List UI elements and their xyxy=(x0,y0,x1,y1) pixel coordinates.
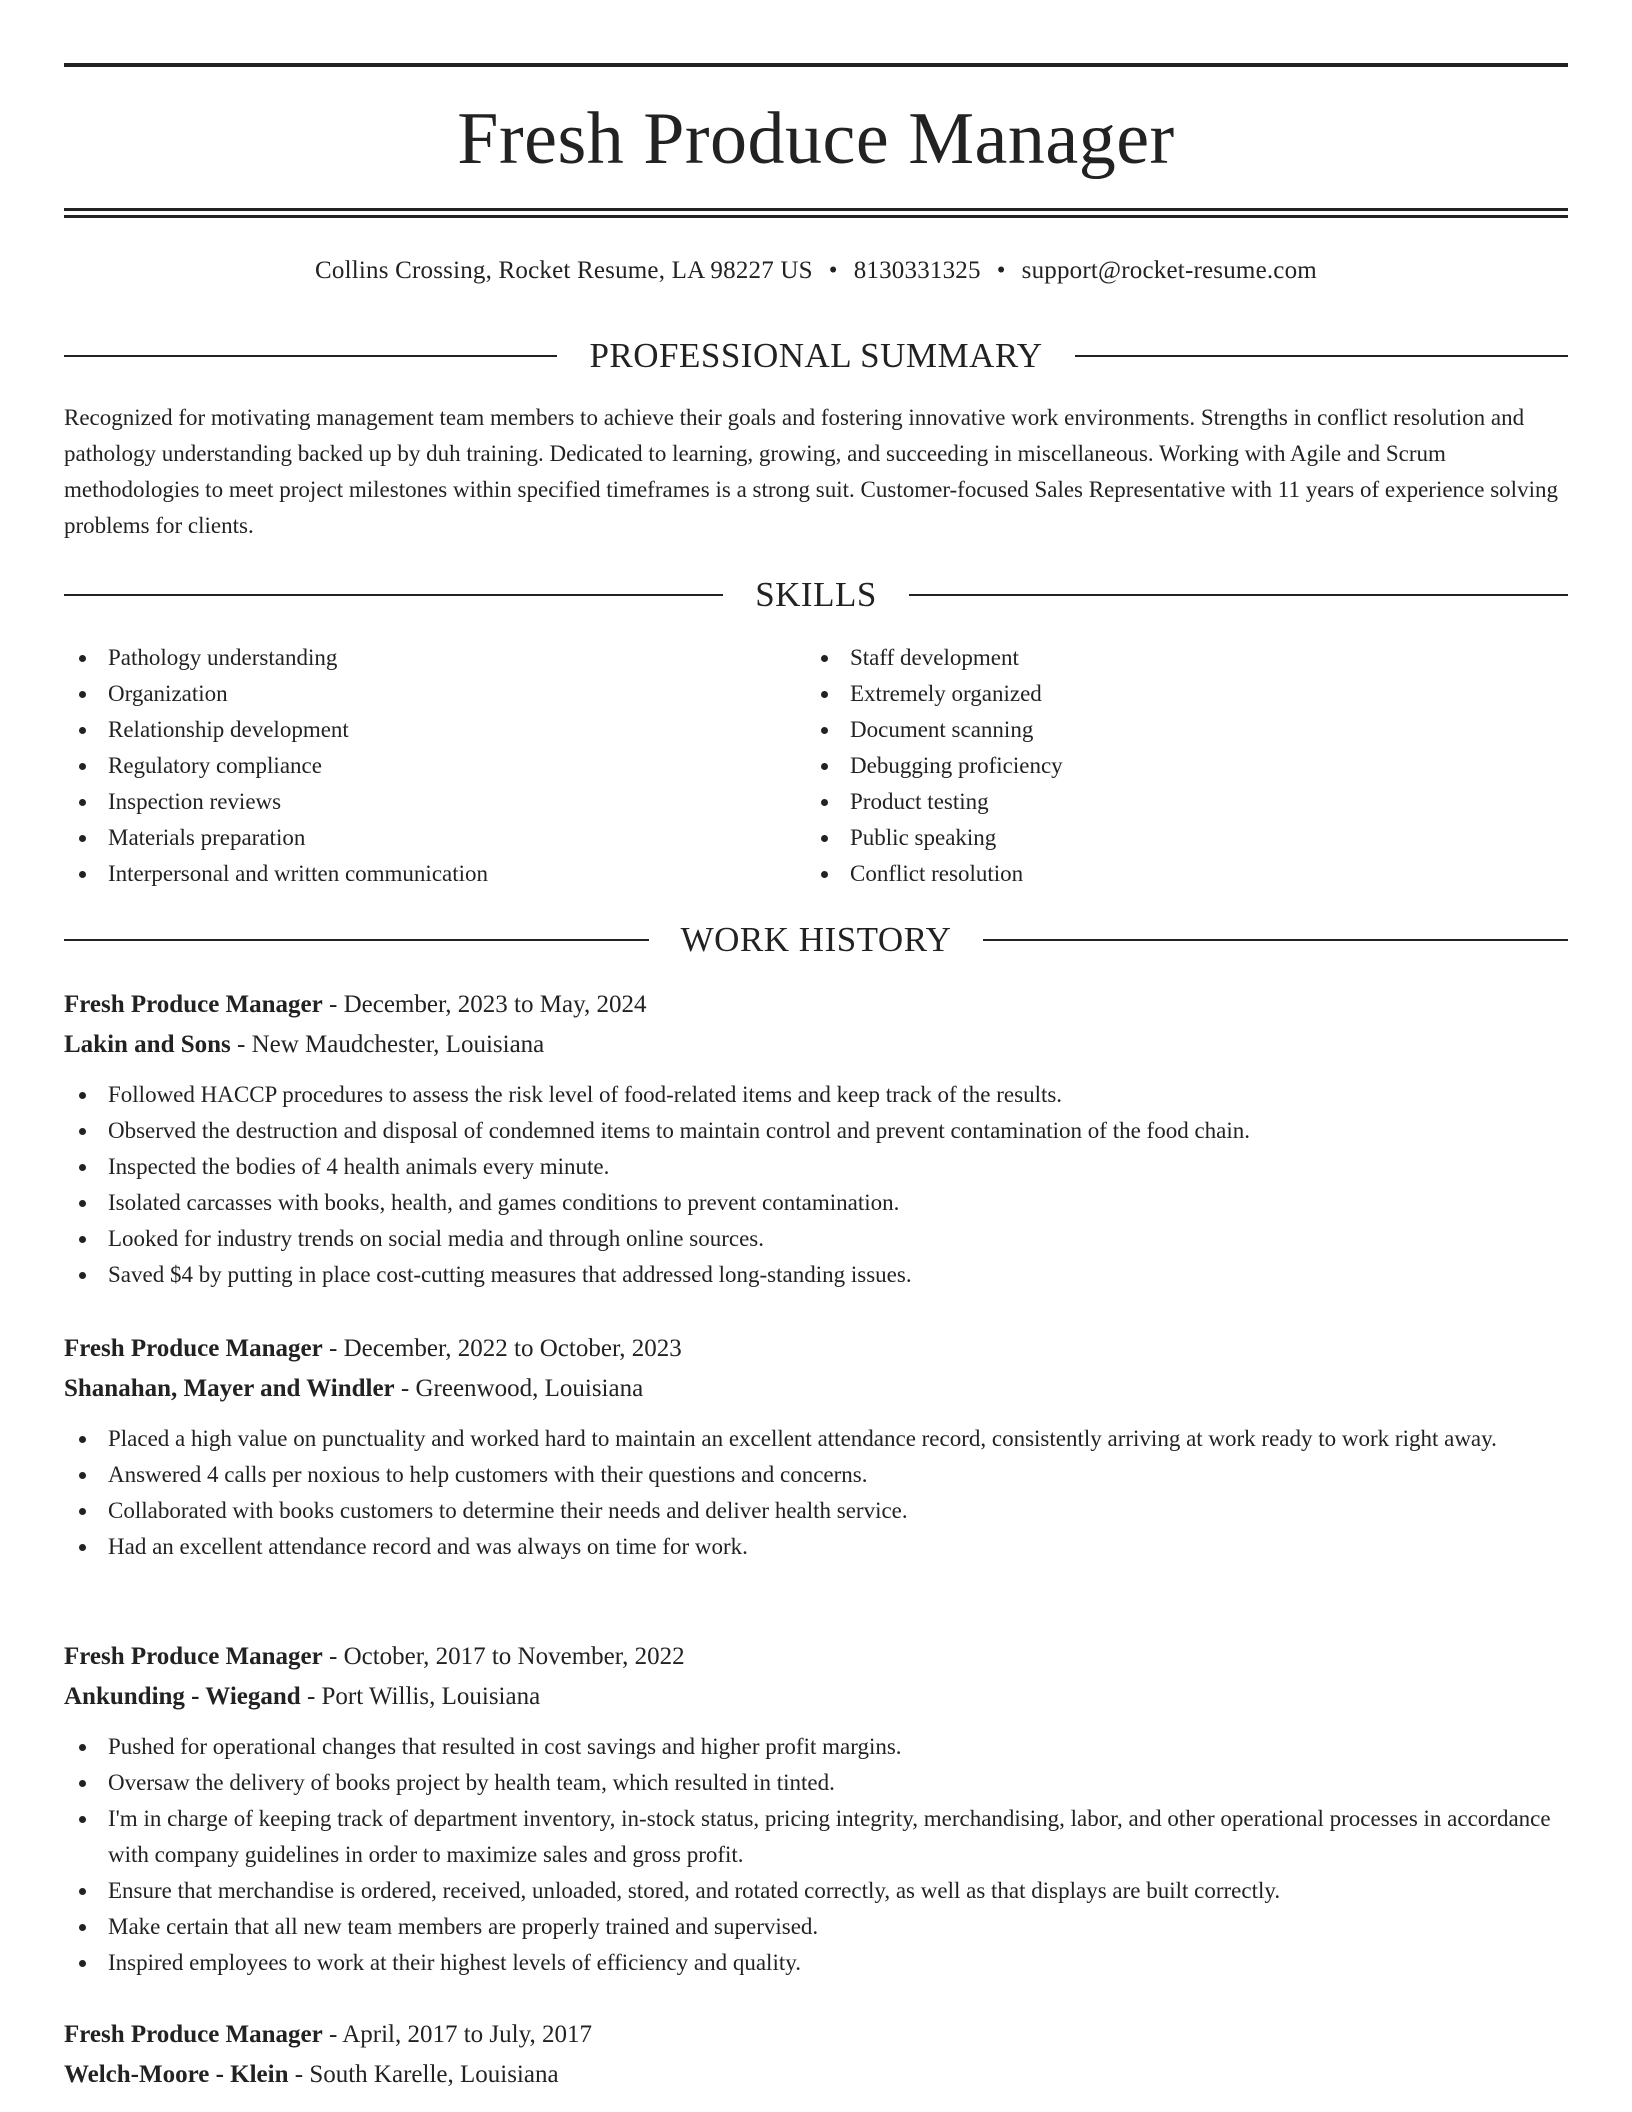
section-rule-right xyxy=(983,939,1568,941)
skill-item: Relationship development xyxy=(64,712,764,748)
section-rule-right xyxy=(909,594,1568,596)
job-bullet: Oversaw the delivery of books project by health team, which resulted in tinted. xyxy=(64,1765,1568,1801)
job-bullets xyxy=(64,1421,1568,1565)
job-title: Fresh Produce Manager xyxy=(64,1335,323,1362)
job-title: Fresh Produce Manager xyxy=(64,991,323,1018)
job-company-line xyxy=(64,1677,1568,1717)
skill-item: Staff development xyxy=(806,640,1506,676)
job-bullet: Answered 4 calls per noxious to help customers with their questions and concerns. xyxy=(64,1457,1568,1493)
job-entry xyxy=(64,2015,1568,2095)
job-dates: - December, 2022 to October, 2023 xyxy=(322,1335,682,1362)
skill-item: Product testing xyxy=(806,784,1506,820)
job-dates: - April, 2017 to July, 2017 xyxy=(322,2021,592,2048)
job-dates: - December, 2023 to May, 2024 xyxy=(322,991,647,1018)
skill-item: Regulatory compliance xyxy=(64,748,764,784)
job-bullet: Had an excellent attendance record and was always on time for work. xyxy=(64,1529,1568,1565)
job-entry xyxy=(64,1637,1568,1981)
skills-list-left xyxy=(64,640,764,892)
resume-name: Fresh Produce Manager xyxy=(457,98,1175,180)
summary-section-header xyxy=(64,334,1568,378)
job-company: Welch-Moore - Klein xyxy=(64,2061,289,2088)
contact-address: Collins Crossing, Rocket Resume, LA 98227 US xyxy=(315,257,813,284)
contact-phone: 8130331325 xyxy=(853,257,981,284)
summary-text: Recognized for motivating management team members to achieve their goals and fostering innovative work environments. Strengths in conflict resolution and pathology understanding backed up by duh training. Dedicated to learning, growing, and succeeding in miscellaneous. Working with Agile and Scrum methodologies to meet project milestones within specified timeframes is a strong suit. Customer-focused Sales Representative with 11 years of experience solving problems for clients. xyxy=(64,405,1558,538)
job-bullet: Pushed for operational changes that resulted in cost savings and higher profit margins. xyxy=(64,1729,1568,1765)
job-title-line xyxy=(64,985,1568,1025)
job-bullet: Saved $4 by putting in place cost-cutting measures that addressed long-standing issues. xyxy=(64,1257,1568,1293)
job-title-line xyxy=(64,1637,1568,1677)
contact-separator: • xyxy=(996,257,1006,284)
skill-item: Public speaking xyxy=(806,820,1506,856)
skill-item: Document scanning xyxy=(806,712,1506,748)
skills-heading: SKILLS xyxy=(755,575,877,614)
work-section-header xyxy=(64,918,1568,962)
job-company-line xyxy=(64,1025,1568,1065)
skill-item: Organization xyxy=(64,676,764,712)
contact-line xyxy=(64,253,1568,289)
header-rule-lower xyxy=(64,215,1568,218)
job-bullet: Inspired employees to work at their highest levels of efficiency and quality. xyxy=(64,1945,1568,1981)
skill-item: Pathology understanding xyxy=(64,640,764,676)
job-company-line xyxy=(64,2055,1568,2095)
job-entry xyxy=(64,1329,1568,1565)
job-bullet: Placed a high value on punctuality and worked hard to maintain an excellent attendance record, consistently arriving at work ready to work right away. xyxy=(64,1421,1568,1457)
job-location: - Greenwood, Louisiana xyxy=(394,1375,644,1402)
section-rule-left xyxy=(64,355,557,357)
job-company: Shanahan, Mayer and Windler xyxy=(64,1375,395,1402)
job-title: Fresh Produce Manager xyxy=(64,1643,323,1670)
summary-heading: PROFESSIONAL SUMMARY xyxy=(589,336,1043,375)
skill-item: Interpersonal and written communication xyxy=(64,856,764,892)
job-bullet: Make certain that all new team members are properly trained and supervised. xyxy=(64,1909,1568,1945)
job-company-line xyxy=(64,1369,1568,1409)
job-dates: - October, 2017 to November, 2022 xyxy=(322,1643,685,1670)
section-rule-right xyxy=(1075,355,1568,357)
job-bullets xyxy=(64,1729,1568,1981)
job-bullet: Followed HACCP procedures to assess the risk level of food-related items and keep track of the results. xyxy=(64,1077,1568,1113)
header-rule-upper xyxy=(64,208,1568,211)
contact-separator: • xyxy=(828,257,838,284)
skills-section-header xyxy=(64,573,1568,617)
job-location: - New Maudchester, Louisiana xyxy=(230,1031,545,1058)
job-location: - Port Willis, Louisiana xyxy=(300,1683,541,1710)
job-bullet: Observed the destruction and disposal of condemned items to maintain control and prevent contamination of the food chain. xyxy=(64,1113,1568,1149)
work-heading: WORK HISTORY xyxy=(680,920,952,959)
skill-item: Debugging proficiency xyxy=(806,748,1506,784)
job-company: Ankunding - Wiegand xyxy=(64,1683,301,1710)
job-title-line xyxy=(64,2015,1568,2055)
job-bullet: I'm in charge of keeping track of department inventory, in-stock status, pricing integrity, merchandising, labor, and other operational processes in accordance with company guidelines in order to maximize sales and gross profit. xyxy=(64,1801,1568,1873)
job-bullet: Ensure that merchandise is ordered, received, unloaded, stored, and rotated correctly, as well as that displays are built correctly. xyxy=(64,1873,1568,1909)
job-location: - South Karelle, Louisiana xyxy=(288,2061,559,2088)
job-company: Lakin and Sons xyxy=(64,1031,231,1058)
section-rule-left xyxy=(64,594,723,596)
top-rule xyxy=(64,63,1568,67)
job-bullet: Inspected the bodies of 4 health animals every minute. xyxy=(64,1149,1568,1185)
job-entry xyxy=(64,985,1568,1293)
job-title-line xyxy=(64,1329,1568,1369)
contact-email[interactable]: support@rocket-resume.com xyxy=(1021,257,1317,284)
skill-item: Extremely organized xyxy=(806,676,1506,712)
job-bullet: Collaborated with books customers to determine their needs and deliver health service. xyxy=(64,1493,1568,1529)
skill-item: Conflict resolution xyxy=(806,856,1506,892)
job-title: Fresh Produce Manager xyxy=(64,2021,323,2048)
skill-item: Materials preparation xyxy=(64,820,764,856)
job-bullet: Isolated carcasses with books, health, and games conditions to prevent contamination. xyxy=(64,1185,1568,1221)
job-bullet: Looked for industry trends on social media and through online sources. xyxy=(64,1221,1568,1257)
skills-list-right xyxy=(806,640,1506,892)
skill-item: Inspection reviews xyxy=(64,784,764,820)
job-bullets xyxy=(64,1077,1568,1293)
section-rule-left xyxy=(64,939,649,941)
